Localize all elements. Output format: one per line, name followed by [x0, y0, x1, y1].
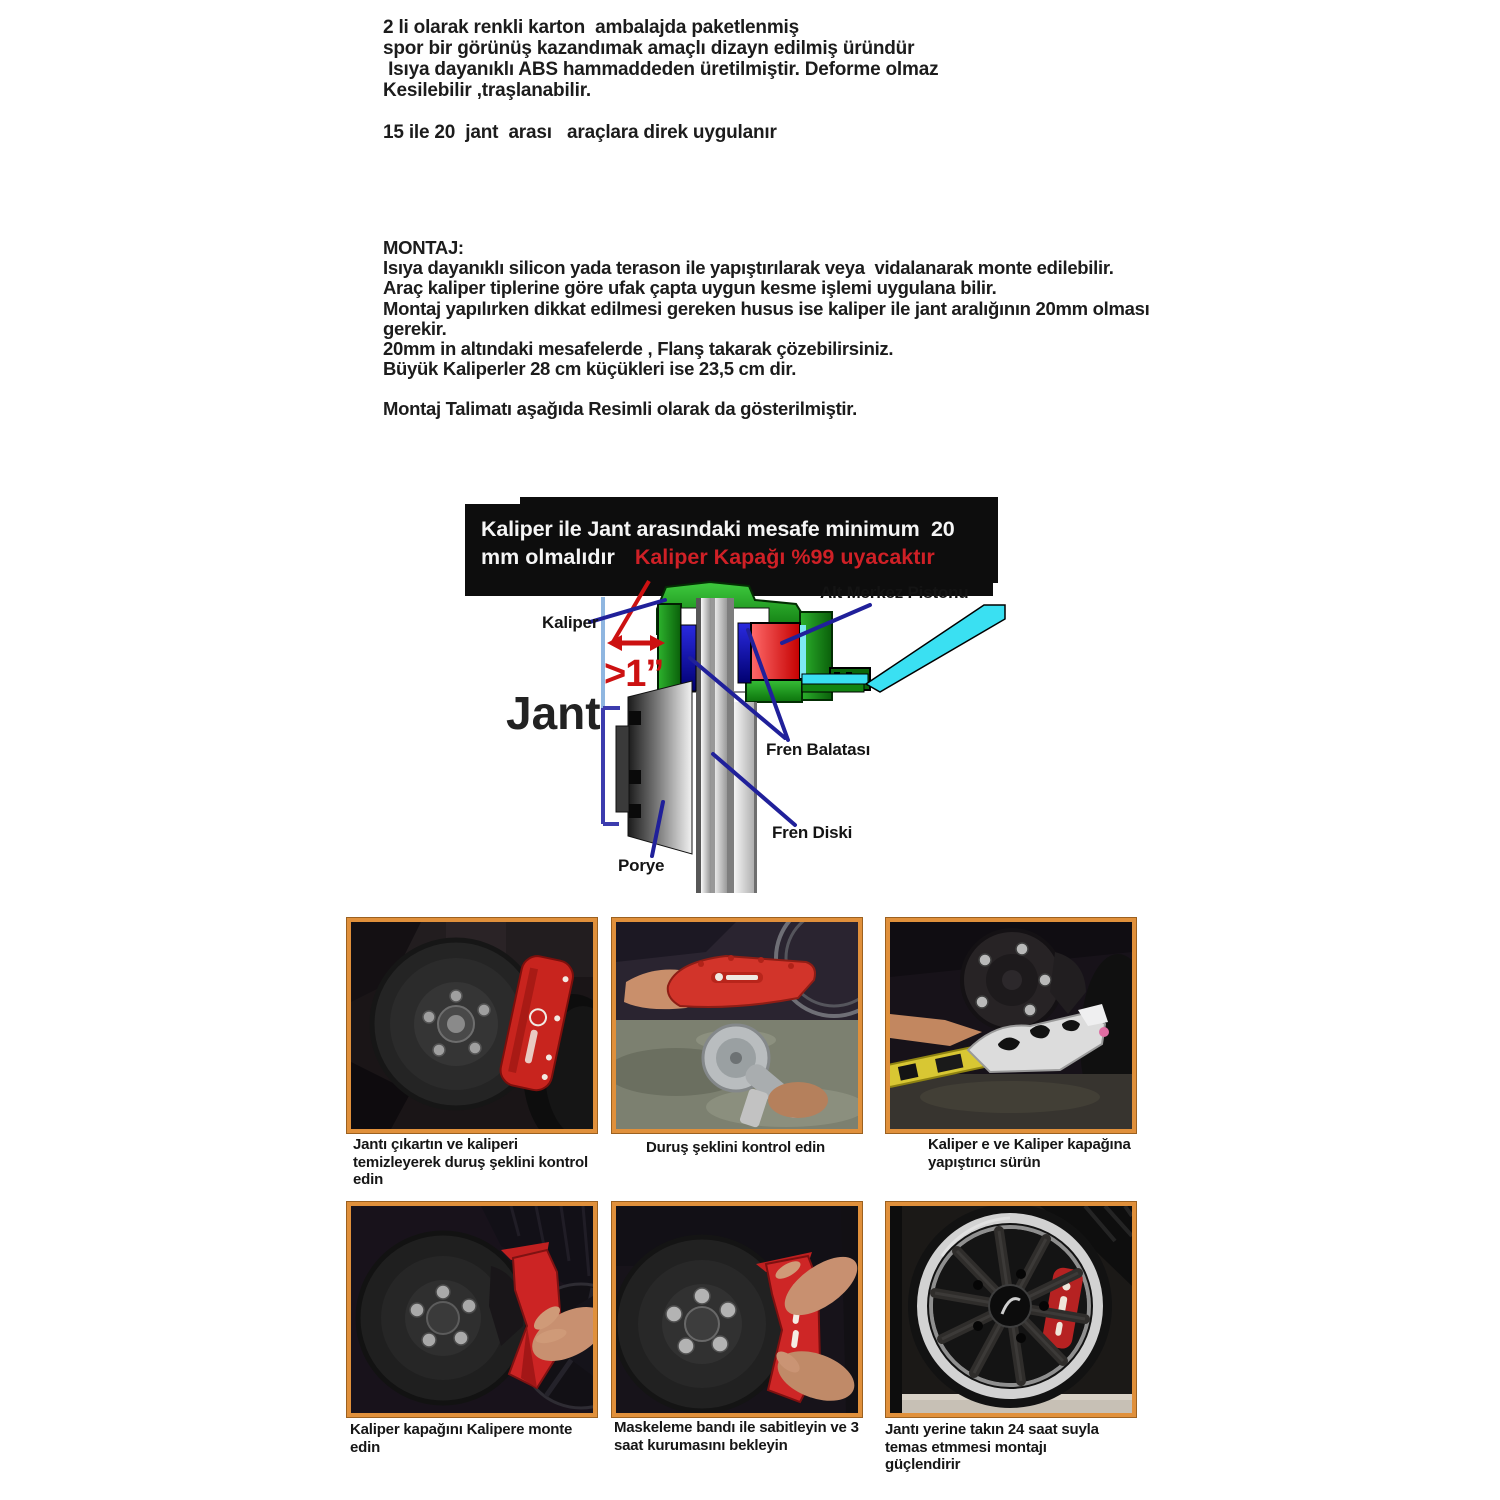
- banner-line-2-highlight: Kaliper Kapağı %99 uyacaktır: [634, 545, 935, 569]
- step-photo-4: [347, 1202, 597, 1417]
- montaj-title: MONTAJ:: [383, 237, 464, 258]
- banner-line-2: [481, 543, 993, 571]
- step-photo-6-illustration: [890, 1206, 1132, 1413]
- step-caption-4: Kaliper kapağını Kalipere monte edin: [350, 1421, 573, 1456]
- label-kaliper: Kaliper: [542, 613, 599, 632]
- montaj-line-2: Araç kaliper tiplerine göre ufak çapta uygun kesme işlemi uygulana bilir.: [383, 277, 997, 299]
- step-photo-1-illustration: [351, 922, 593, 1129]
- step-photo-6: [886, 1202, 1136, 1417]
- step-photo-3-illustration: [890, 922, 1132, 1129]
- step-photo-2: [612, 918, 862, 1133]
- label-gap-distance: >1”: [604, 653, 664, 695]
- step-photo-3: [886, 918, 1136, 1133]
- label-jant: Jant: [506, 687, 601, 739]
- banner-line-2-white: mm olmalıdır: [481, 545, 615, 569]
- step-photo-4-illustration: [351, 1206, 593, 1413]
- montaj-line-5: 20mm in altındaki mesafelerde , Flanş takarak çözebilirsiniz.: [383, 338, 894, 360]
- banner-line-1: Kaliper ile Jant arasındaki mesafe minimum 20: [481, 517, 955, 541]
- montaj-footer: Montaj Talimatı aşağıda Resimli olarak da gösterilmiştir.: [383, 398, 857, 420]
- intro-line-2: spor bir görünüş kazandımak amaçlı dizayn edilmiş üründür: [383, 38, 915, 59]
- intro-line-4: Kesilebilir ,traşlanabilir.: [383, 80, 591, 101]
- intro-line-1: 2 li olarak renkli karton ambalajda paketlenmiş: [383, 17, 799, 38]
- step-caption-1: Jantı çıkartın ve kaliperi temizleyerek duruş şeklini kontrol edin: [353, 1136, 588, 1188]
- step-photo-2-illustration: [616, 922, 858, 1129]
- intro-block: [383, 17, 938, 143]
- step-photo-5: [612, 1202, 862, 1417]
- label-fren-diski: Fren Diski: [772, 823, 853, 842]
- step-caption-2: Duruş şeklini kontrol edin: [646, 1139, 825, 1156]
- step-photo-5-illustration: [616, 1206, 858, 1413]
- intro-line-3: Isıya dayanıklı ABS hammaddeden üretilmiştir. Deforme olmaz: [383, 59, 939, 80]
- montaj-line-3: Montaj yapılırken dikkat edilmesi gereken husus ise kaliper ile jant aralığının 20mm olması: [383, 297, 1150, 319]
- step-photo-1: [347, 918, 597, 1133]
- intro-line-5: 15 ile 20 jant arası araçlara direk uygulanır: [383, 122, 777, 143]
- montaj-block: [383, 238, 1149, 420]
- step-caption-6: Jantı yerine takın 24 saat suyla temas etmmesi montajı güçlendirir: [885, 1421, 1099, 1473]
- montaj-line-1: Isıya dayanıklı silicon yada terason ile yapıştırılarak veya vidalanarak monte edilebilir.: [383, 257, 1114, 279]
- montaj-line-6: Büyük Kaliperler 28 cm küçükleri ise 23,5 cm dir.: [383, 358, 797, 380]
- label-alt-merkez-pistonu: Alt Merkez Pistonu: [820, 583, 969, 602]
- label-porye: Porye: [618, 856, 665, 875]
- step-caption-5: Maskeleme bandı ile sabitleyin ve 3 saat kurumasını bekleyin: [614, 1419, 859, 1454]
- montaj-line-4: gerekir.: [383, 317, 447, 339]
- step-caption-3: Kaliper e ve Kaliper kapağına yapıştırıcı sürün: [928, 1136, 1131, 1171]
- label-fren-balatasi: Fren Balatası: [766, 740, 871, 759]
